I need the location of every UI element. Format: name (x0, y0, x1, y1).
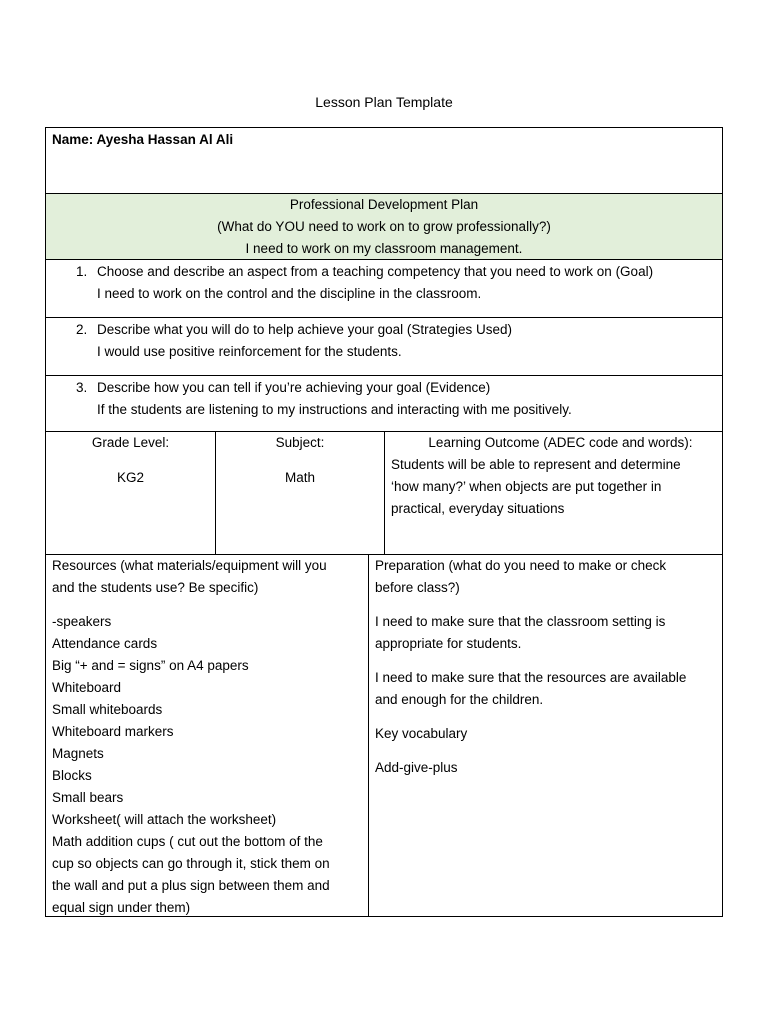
resource-item: Whiteboard (52, 680, 122, 695)
subject-cell (215, 431, 385, 555)
subject-label: Subject: (275, 435, 325, 450)
learning-outcome-cell (384, 431, 723, 555)
name-section (45, 127, 723, 194)
preparation-cell (368, 554, 723, 917)
question-number: 1. (76, 264, 88, 279)
resource-item: Small bears (52, 790, 124, 805)
pd-question: (What do YOU need to work on to grow professionally?) (217, 219, 551, 234)
resource-item: the wall and put a plus sign between them and (52, 878, 330, 893)
learning-outcome-label: Learning Outcome (ADEC code and words): (428, 435, 693, 450)
preparation-text: appropriate for students. (375, 636, 522, 651)
preparation-heading: before class?) (375, 580, 460, 595)
resource-item: Magnets (52, 746, 104, 761)
resource-item: -speakers (52, 614, 112, 629)
resource-item: cup so objects can go through it, stick them on (52, 856, 330, 871)
goal-question: Choose and describe an aspect from a teaching competency that you need to work on (Goal) (97, 264, 654, 279)
resource-item: equal sign under them) (52, 900, 191, 915)
evidence-question: Describe how you can tell if you’re achieving your goal (Evidence) (97, 380, 491, 395)
learning-outcome-line: Students will be able to represent and determine (391, 457, 681, 472)
strategies-answer: I would use positive reinforcement for the students. (97, 344, 402, 359)
professional-development-plan (45, 193, 723, 260)
key-vocabulary-value: Add-give-plus (375, 760, 458, 775)
preparation-text: and enough for the children. (375, 692, 544, 707)
strategies-question: Describe what you will do to help achieve your goal (Strategies Used) (97, 322, 512, 337)
resource-item: Small whiteboards (52, 702, 163, 717)
key-vocabulary-label: Key vocabulary (375, 726, 468, 741)
resource-item: Worksheet( will attach the worksheet) (52, 812, 277, 827)
pd-heading: Professional Development Plan (289, 197, 479, 212)
preparation-text: I need to make sure that the resources are available (375, 670, 687, 685)
evidence-answer: If the students are listening to my instructions and interacting with me positively. (97, 402, 572, 417)
resources-heading: and the students use? Be specific) (52, 580, 259, 595)
question-number: 3. (76, 380, 88, 395)
subject-value: Math (284, 470, 315, 485)
goal-section (45, 259, 723, 318)
question-number: 2. (76, 322, 88, 337)
resource-item: Attendance cards (52, 636, 158, 651)
resources-heading: Resources (what materials/equipment will you (52, 558, 327, 573)
evidence-section (45, 375, 723, 432)
goal-answer: I need to work on the control and the discipline in the classroom. (97, 286, 482, 301)
learning-outcome-line: ‘how many?’ when objects are put together in (391, 479, 662, 494)
document-title: Lesson Plan Template (315, 94, 453, 110)
grade-level-label: Grade Level: (91, 435, 170, 450)
resource-item: Big “+ and = signs” on A4 papers (52, 658, 249, 673)
grade-level-cell (45, 431, 216, 555)
resource-item: Whiteboard markers (52, 724, 174, 739)
teacher-name: Name: Ayesha Hassan Al Ali (52, 132, 234, 147)
strategies-section (45, 317, 723, 376)
grade-level-value: KG2 (116, 470, 144, 485)
resource-item: Math addition cups ( cut out the bottom of the (52, 834, 323, 849)
resources-cell (45, 554, 369, 917)
learning-outcome-line: practical, everyday situations (391, 501, 565, 516)
pd-answer: I need to work on my classroom management. (245, 241, 523, 256)
preparation-text: I need to make sure that the classroom setting is (375, 614, 666, 629)
resource-item: Blocks (52, 768, 92, 783)
preparation-heading: Preparation (what do you need to make or check (375, 558, 667, 573)
